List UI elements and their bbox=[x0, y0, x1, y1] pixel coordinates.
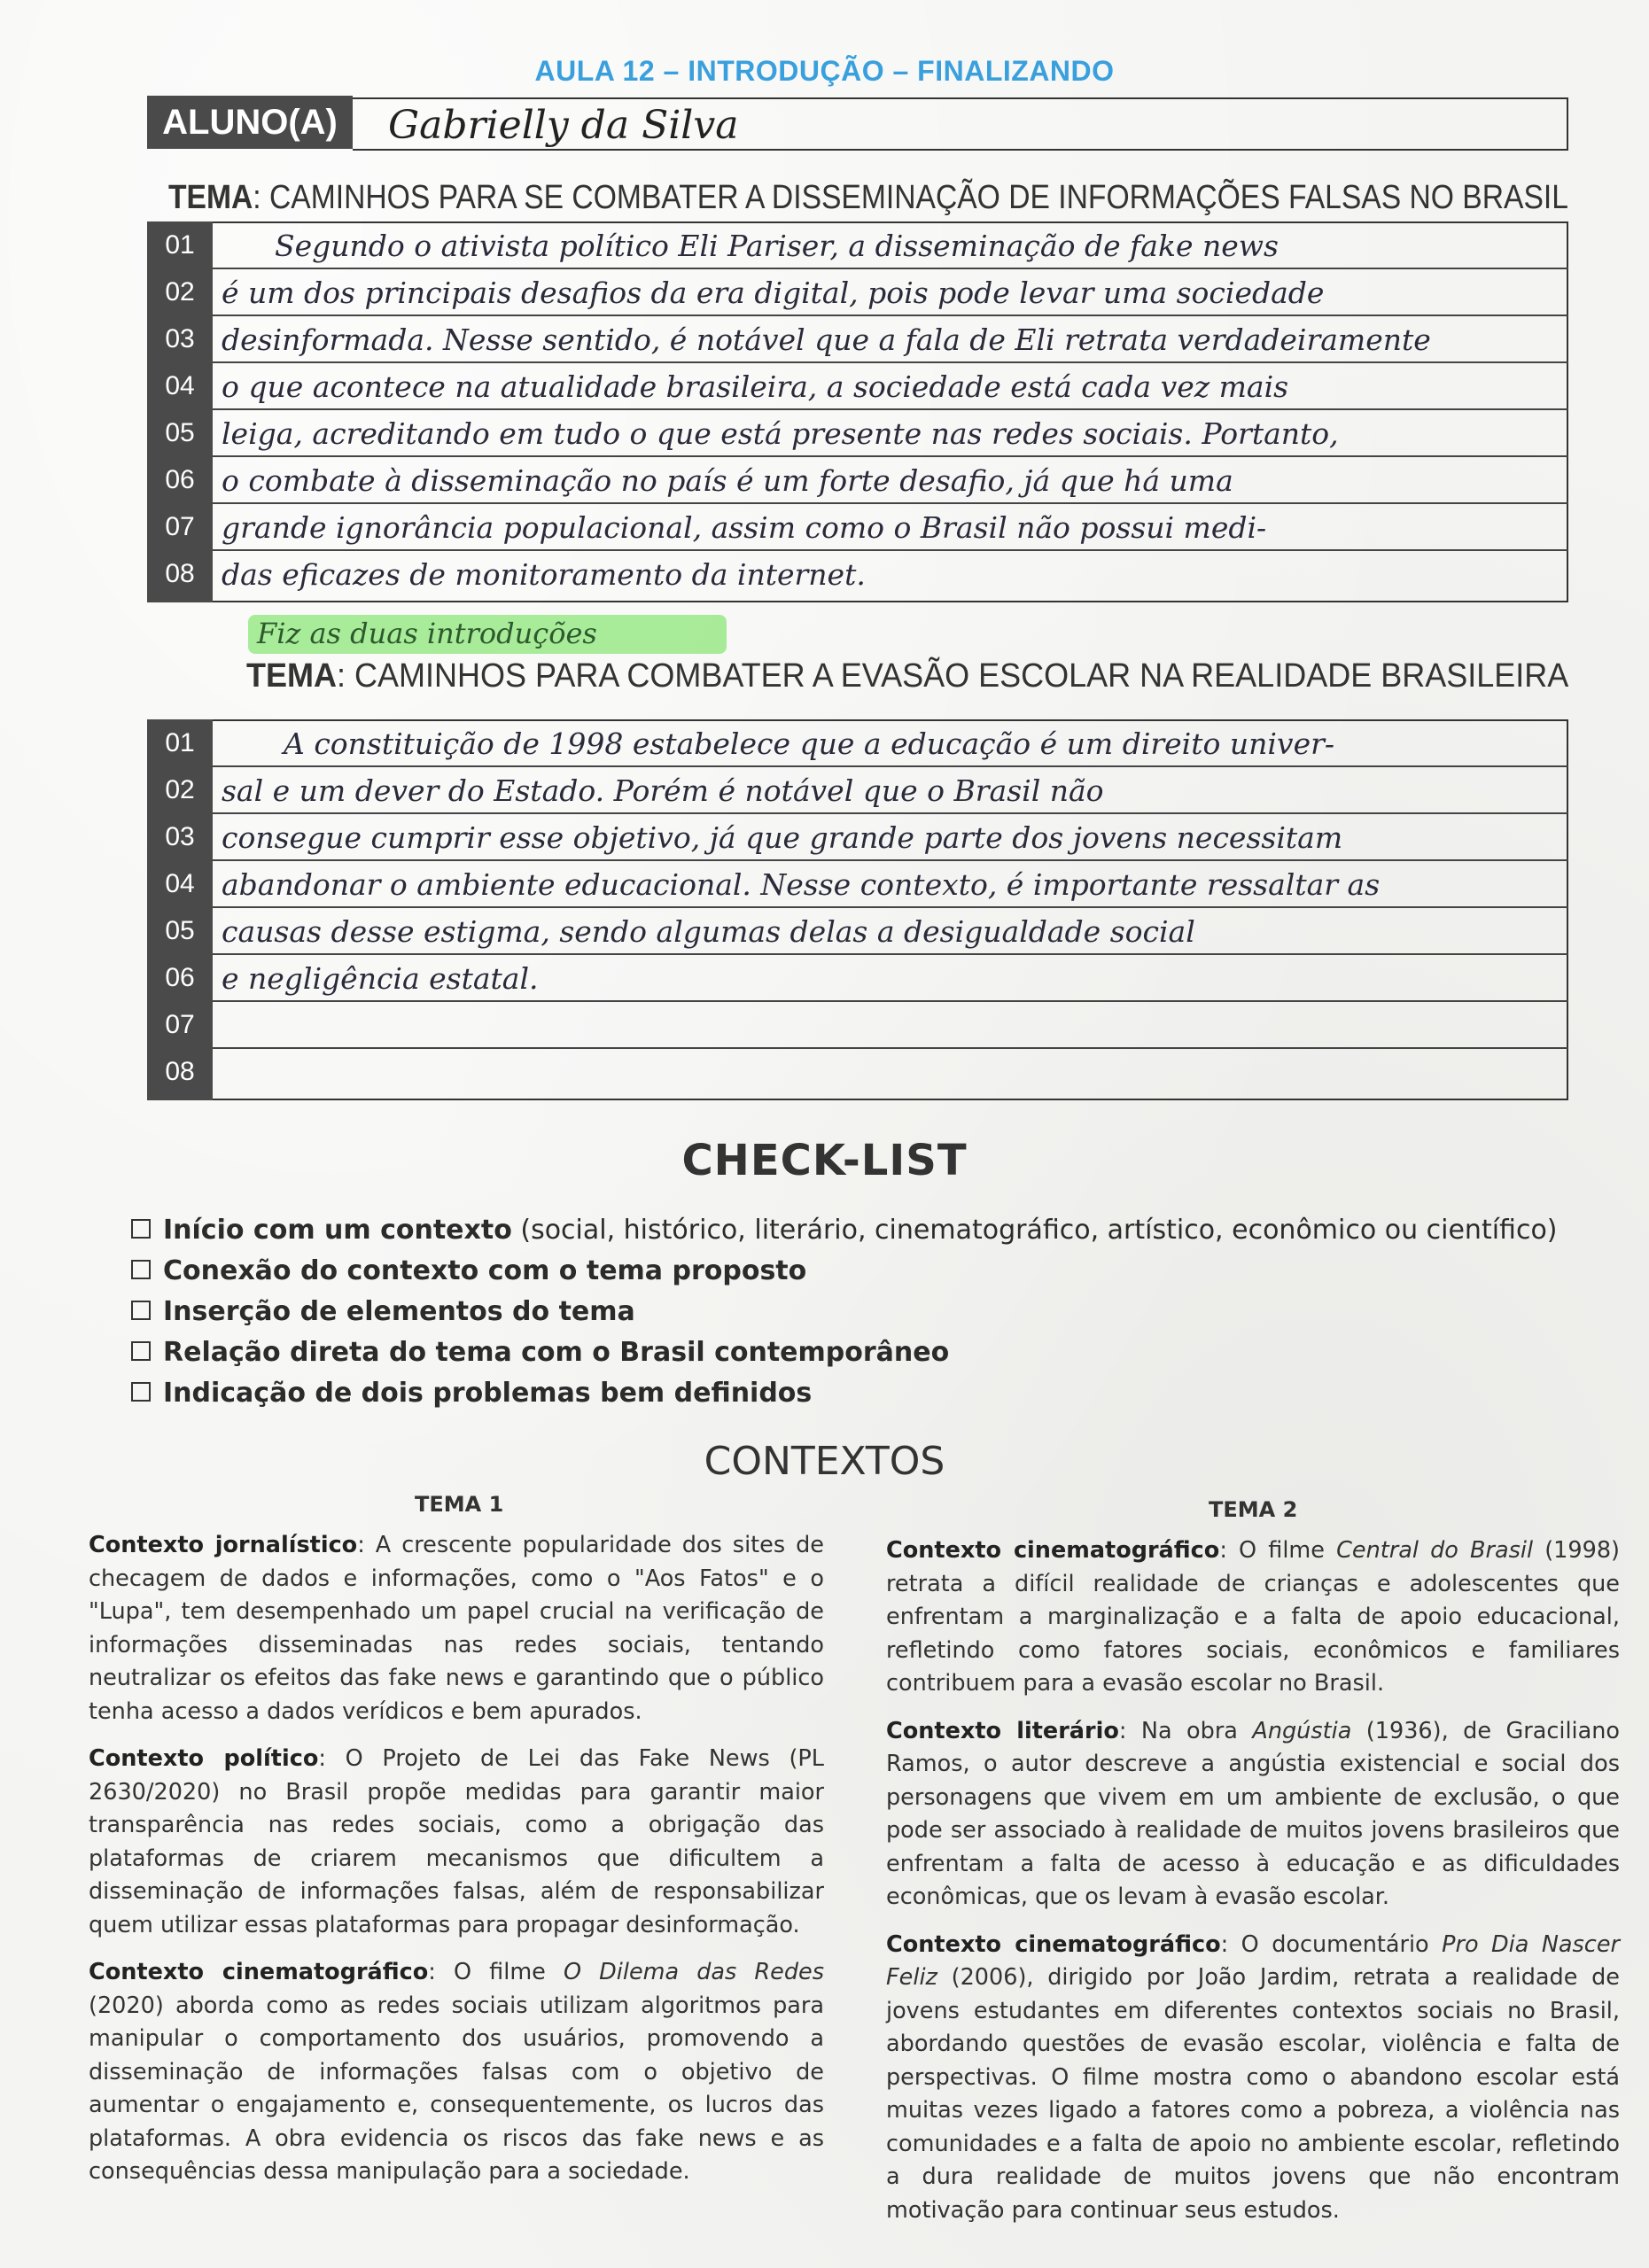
theme-1-title bbox=[168, 179, 1568, 217]
context-text: : O documentário bbox=[1220, 1930, 1443, 1958]
handwritten-line: A constituição de 1998 estabelece que a educação é um direito univer- bbox=[284, 726, 1335, 761]
student-name-field bbox=[353, 97, 1568, 151]
context-paragraph bbox=[886, 1534, 1620, 1701]
context-label: Contexto jornalístico bbox=[89, 1532, 358, 1558]
context-paragraph bbox=[89, 1743, 824, 1942]
checklist-item bbox=[131, 1373, 1558, 1414]
context-text: (1998) retrata a difícil realidade de crianças e adolescentes que enfrentam a marginalização e a falta de apoio educacional, refletindo como fatores sociais, econômicos e familiares contribuem para a evasão escolar no Brasil. bbox=[886, 1537, 1620, 1697]
tema-1-contexts bbox=[89, 1529, 824, 2203]
checklist-item bbox=[131, 1292, 1558, 1332]
context-text: : O filme bbox=[1219, 1537, 1337, 1564]
handwritten-line: desinformada. Nesse sentido, é notável que a fala de Eli retrata verdadeiramente bbox=[222, 322, 1431, 357]
line-number: 03 bbox=[165, 324, 195, 353]
checklist-item-label: Início com um contexto bbox=[163, 1215, 512, 1246]
context-paragraph bbox=[89, 1956, 824, 2189]
context-paragraph bbox=[886, 1715, 1620, 1915]
checkbox[interactable] bbox=[131, 1301, 151, 1320]
ruled-line bbox=[213, 315, 1568, 316]
context-label: Contexto cinematográfico bbox=[886, 1537, 1220, 1564]
handwritten-line: e negligência estatal. bbox=[222, 961, 539, 996]
context-text: (1936), de Graciliano Ramos, o autor descreve a angústia existencial e social dos personagens que vivem em um ambiente de exclusão, o que pode ser associado à realidade de muitos jovens brasileiros que enfrentam a falta de acesso à educação e as dificuldades econômicas, que os levam à evasão escolar. bbox=[886, 1717, 1620, 1910]
line-number: 08 bbox=[165, 1057, 195, 1086]
line-number: 04 bbox=[165, 371, 195, 400]
checklist-item-label: Indicação de dois problemas bem definidos bbox=[163, 1378, 813, 1409]
handwritten-line: consegue cumprir esse objetivo, já que grande parte dos jovens necessitam bbox=[222, 820, 1343, 855]
checklist-item-label: Relação direta do tema com o Brasil contemporâneo bbox=[163, 1337, 950, 1368]
ruled-line bbox=[213, 268, 1568, 269]
context-text: (2006), dirigido por João Jardim, retrata a realidade de jovens estudantes em diferentes contextos sociais no Brasil, abordando questões de evasão escolar, violência e falta de perspectivas. O filme mostra como o abandono escolar está muitas vezes ligado a fatores como a pobreza, a violência nas comunidades e a falta de apoio no ambiente escolar, refletindo a dura realidade de muitos jovens que não encontram motivação para continuar seus estudos. bbox=[886, 1964, 1620, 2224]
handwritten-line: das eficazes de monitoramento da internet. bbox=[222, 557, 866, 592]
handwritten-line: é um dos principais desafios da era digital, pois pode levar uma sociedade bbox=[222, 276, 1325, 310]
ruled-line bbox=[213, 906, 1568, 908]
ruled-line bbox=[213, 361, 1568, 363]
handwritten-line bbox=[222, 1008, 1560, 1043]
theme-2-title bbox=[246, 657, 1568, 695]
checklist-item bbox=[131, 1332, 1558, 1373]
work-title: O Dilema das Redes bbox=[563, 1959, 825, 1985]
checkbox[interactable] bbox=[131, 1219, 151, 1239]
line-number: 05 bbox=[165, 418, 195, 447]
checkbox[interactable] bbox=[131, 1341, 151, 1361]
line-number: 02 bbox=[165, 775, 195, 804]
ruled-line bbox=[213, 549, 1568, 551]
context-label: Contexto cinematográfico bbox=[886, 1930, 1221, 1958]
handwritten-line: o combate à disseminação no país é um forte desafio, já que há uma bbox=[222, 463, 1233, 498]
essay-1 bbox=[147, 221, 1568, 602]
tema-2-heading: TEMA 2 bbox=[1209, 1497, 1298, 1522]
context-text: : O Projeto de Lei das Fake News (PL 2630/2020) no Brasil propõe medidas para garantir maior transparência nas redes sociais, como a obrigação das plataformas de criarem mecanismos que dificultem a disseminação de informações falsas, além de responsabilizar quem utilizar essas plataformas para propagar desinformação. bbox=[89, 1745, 824, 1938]
lesson-title: AULA 12 – INTRODUÇÃO – FINALIZANDO bbox=[534, 55, 1115, 87]
theme-2-label: TEMA bbox=[246, 657, 337, 695]
theme-1-label: TEMA bbox=[168, 179, 253, 216]
handwritten-line: o que acontece na atualidade brasileira, a sociedade está cada vez mais bbox=[222, 369, 1289, 404]
contextos-title: CONTEXTOS bbox=[704, 1439, 945, 1484]
ruled-line bbox=[213, 812, 1568, 814]
ruled-line bbox=[213, 1000, 1568, 1002]
line-number: 07 bbox=[165, 1010, 195, 1039]
line-number: 07 bbox=[165, 512, 195, 541]
context-paragraph bbox=[886, 1929, 1620, 2228]
line-number: 03 bbox=[165, 822, 195, 851]
line-number: 06 bbox=[165, 963, 195, 992]
ruled-line bbox=[213, 408, 1568, 410]
context-text: : Na obra bbox=[1118, 1717, 1253, 1744]
teacher-note-highlight bbox=[248, 615, 727, 654]
checklist-item-label: Inserção de elementos do tema bbox=[163, 1296, 635, 1327]
checklist bbox=[131, 1210, 1558, 1414]
student-label: ALUNO(A) bbox=[147, 96, 353, 149]
line-number: 06 bbox=[165, 465, 195, 494]
theme-1-text: : CAMINHOS PARA SE COMBATER A DISSEMINAÇÃO DE INFORMAÇÕES FALSAS NO BRASIL bbox=[253, 179, 1568, 216]
handwritten-line: grande ignorância populacional, assim como o Brasil não possui medi- bbox=[222, 510, 1267, 545]
context-label: Contexto político bbox=[89, 1745, 319, 1772]
work-title: Central do Brasil bbox=[1336, 1537, 1534, 1564]
line-number: 05 bbox=[165, 916, 195, 945]
handwritten-line: Segundo o ativista político Eli Pariser, a disseminação de fake news bbox=[275, 229, 1279, 263]
work-title: Pro Dia Nascer Feliz bbox=[886, 1930, 1621, 1991]
line-number: 04 bbox=[165, 869, 195, 898]
work-title: Angústia bbox=[1252, 1717, 1352, 1744]
line-number: 01 bbox=[165, 230, 195, 260]
checklist-item bbox=[131, 1210, 1558, 1251]
ruled-line bbox=[213, 1047, 1568, 1049]
ruled-line bbox=[213, 455, 1568, 457]
checkbox[interactable] bbox=[131, 1260, 151, 1279]
context-label: Contexto cinematográfico bbox=[89, 1959, 429, 1985]
student-row bbox=[147, 96, 1568, 152]
context-text: : O filme bbox=[428, 1959, 564, 1985]
tema-1-heading: TEMA 1 bbox=[415, 1492, 504, 1517]
ruled-line bbox=[213, 859, 1568, 861]
line-number: 01 bbox=[165, 728, 195, 757]
context-text: (2020) aborda como as redes sociais utilizam algoritmos para manipular o comportamento dos usuários, promovendo a disseminação de informações falsas com o objetivo de aumentar o engajamento e, consequentemente, os lucros das plataformas. A obra evidencia os riscos das fake news e as consequências dessa manipulação para a sociedade. bbox=[89, 1992, 824, 2185]
ruled-line bbox=[213, 765, 1568, 767]
handwritten-line: leiga, acreditando em tudo o que está presente nas redes sociais. Portanto, bbox=[222, 416, 1339, 451]
context-label: Contexto literário bbox=[886, 1717, 1119, 1744]
context-paragraph bbox=[89, 1529, 824, 1728]
essay-2 bbox=[147, 719, 1568, 1100]
checkbox[interactable] bbox=[131, 1382, 151, 1402]
checklist-item bbox=[131, 1251, 1558, 1292]
teacher-note: Fiz as duas introduções bbox=[257, 617, 597, 650]
handwritten-line bbox=[222, 1055, 1560, 1090]
checklist-item-label: Conexão do contexto com o tema proposto bbox=[163, 1255, 807, 1286]
handwritten-line: sal e um dever do Estado. Porém é notável que o Brasil não bbox=[222, 773, 1104, 808]
checklist-title: CHECK-LIST bbox=[681, 1136, 968, 1185]
ruled-line bbox=[213, 502, 1568, 504]
handwritten-line: abandonar o ambiente educacional. Nesse contexto, é importante ressaltar as bbox=[222, 867, 1381, 902]
handwritten-line: causas desse estigma, sendo algumas delas a desigualdade social bbox=[222, 914, 1195, 949]
context-text: : A crescente popularidade dos sites de checagem de dados e informações, como o "Aos Fatos" e o "Lupa", tem desempenhado um papel crucial na verificação de informações disseminadas nas redes sociais, tentando neutralizar os efeitos das fake news e garantindo que o público tenha acesso a dados verídicos e bem apurados. bbox=[89, 1532, 824, 1725]
tema-2-contexts bbox=[886, 1534, 1620, 2241]
ruled-line bbox=[213, 953, 1568, 955]
checklist-item-detail: (social, histórico, literário, cinematográfico, artístico, econômico ou científico) bbox=[511, 1215, 1558, 1246]
student-name: Gabrielly da Silva bbox=[388, 103, 739, 148]
line-number: 08 bbox=[165, 559, 195, 588]
line-number: 02 bbox=[165, 277, 195, 307]
theme-2-text: : CAMINHOS PARA COMBATER A EVASÃO ESCOLAR NA REALIDADE BRASILEIRA bbox=[336, 657, 1569, 695]
